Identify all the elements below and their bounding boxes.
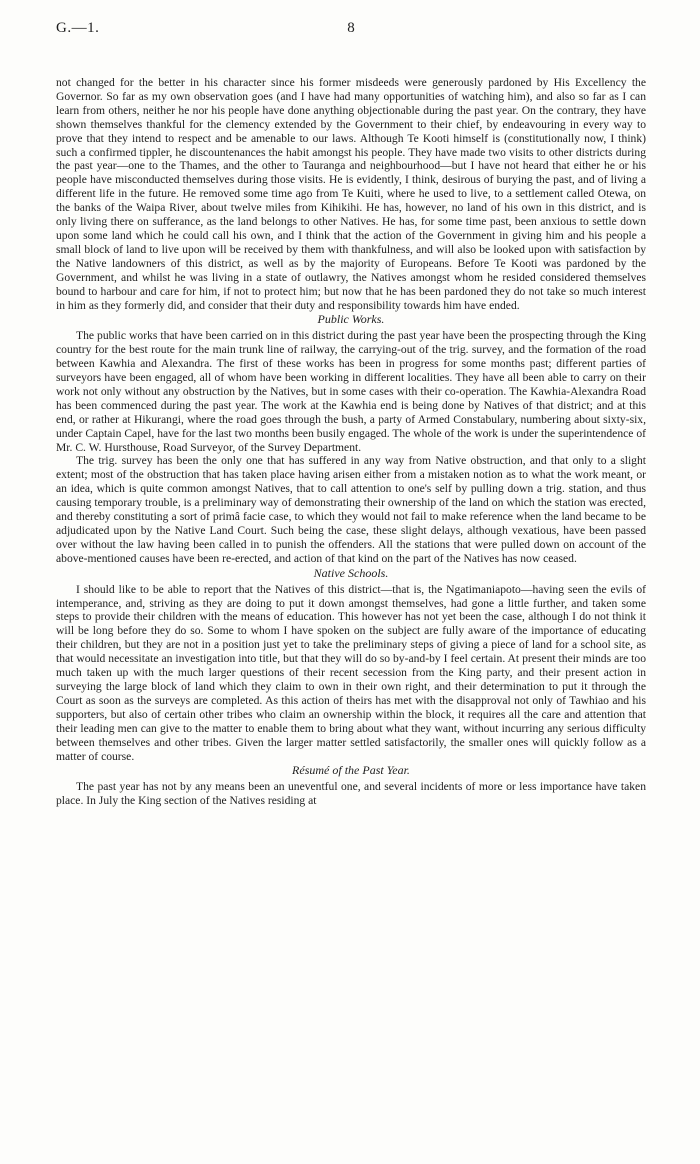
paragraph-trig-survey: The trig. survey has been the only one that has suffered in any way from Native obstruction, and that only to a slight extent; most of the obstruction that has taken place having arisen either from a mistaken notion as to what the work meant, or an idea, which is quite common amongst Natives, that to call attention to one's self by pulling down a trig. station, and thus causing temporary trouble, is a preliminary way of demonstrating their ownership of the land on which the station was erected, and thereby constituting a sort of primâ facie case, to which they would not fail to make reference when the land became to be adjudicated upon by the Native Land Court. Such being the case, these slight delays, although vexatious, have been passed over without the law having been called in to punish the offenders. All the stations that were pulled down on account of the above-mentioned causes have been re-erected, and action of that kind on the part of the Natives has now ceased.: [56, 454, 646, 565]
page-number: 8: [347, 20, 355, 36]
report-reference: G.—1.: [56, 20, 100, 36]
section-heading-resume: Résumé of the Past Year.: [292, 763, 410, 778]
section-heading-native-schools: Native Schools.: [313, 565, 389, 580]
document-body: [56, 76, 646, 808]
section-heading-public-works: Public Works.: [317, 312, 385, 327]
paragraph-native-schools: I should like to be able to report that the Natives of this district—that is, the Ngatimaniapoto—having seen the evils of intemperance, and, striving as they are doing to put it down amongst themselves, had gone a little further, and taken some steps to provide their children with the means of education. This however has not yet been the case, although I do not think it will be long before they do so. Some to whom I have spoken on the subject are fully aware of the importance of educating their children, but they are not in a position just yet to take the preliminary steps of giving a piece of land for a school site, as that would necessitate an investigation into title, but that they will do so by-and-by I feel certain. At present their minds are too much taken up with the much larger questions of their recent secession from the King party, and their present action in surveying the large block of land which they claim to own in their own right, and their determination to put it through the Court as soon as the surveys are completed. As this action of theirs has met with the disapproval not only of Tawhiao and his supporters, but also of certain other tribes who claim an ownership within the block, it requires all the care and attention that their leading men can give to the matter to enable them to bring about what they want, without incurring any serious difficulty between themselves and other tribes. Given the larger matter settled satisfactorily, the smaller ones will quickly follow as a matter of course.: [56, 582, 646, 763]
paragraph-te-kooti: not changed for the better in his character since his former misdeeds were generously pardoned by His Excellency the Governor. So far as my own observation goes (and I have had many opportunities of watching him), and also so far as I can learn from others, neither he nor his people have done anything objectionable during the past year. On the contrary, they have shown themselves thankful for the clemency extended by the Government to their chief, by endeavouring in every way to prove that they intend to respect and be amenable to our laws. Although Te Kooti himself is (constitutionally now, I think) such a confirmed tippler, he discountenances the habit amongst his people. They have made two visits to other districts during the past year—one to the Thames, and the other to Tauranga and neighbourhood—but I have not heard that either he or his people have misconducted themselves during those visits. He is evidently, I think, desirous of burying the past, and of living a different life in the future. He removed some time ago from Te Kuiti, where he used to live, to a settlement called Otewa, on the banks of the Waipa River, about twelve miles from Kihikihi. He has, however, no land of his own in this district, and is only living there on sufferance, as the land belongs to other Natives. He has, for some time past, been anxious to settle down upon some land which he could call his own, and I think that the action of the Government in giving him and his people a small block of land to live upon will be received by them with thankfulness, and will also be looked upon with satisfaction by the Native landowners of this district, as well as by the majority of Europeans. Before Te Kooti was pardoned by the Government, and whilst he was living in a state of outlawry, the Natives amongst whom he resided considered themselves bound to harbour and care for him, if not to protect him; but now that he has been pardoned they do not take so much interest in him as they formerly did, and consider that their duty and responsibility towards him have ended.: [56, 76, 646, 312]
page-header: [56, 20, 646, 44]
paragraph-resume: The past year has not by any means been an uneventful one, and several incidents of more or less importance have taken place. In July the King section of the Natives residing at: [56, 780, 646, 808]
paragraph-public-works: The public works that have been carried on in this district during the past year have been the prospecting through the King country for the best route for the main trunk line of railway, the carrying-out of the trig. survey, and the formation of the road between Kawhia and Alexandra. The first of these works has been in progress for some months past; different parties of surveyors have been engaged, all of whom have been working in different localities. They have all been able to carry on their work not only without any obstruction by the Natives, but in some cases with their co-operation. The Kawhia-Alexandra Road has been commenced during the past year. The work at the Kawhia end is being done by Natives of that district; and at this end, or rather at Hikurangi, where the road goes through the bush, a party of Armed Constabulary, numbering about sixty-six, under Captain Capel, have for the last two months been busily engaged. The whole of the work is under the superintendence of Mr. C. W. Hursthouse, Road Surveyor, of the Survey Department.: [56, 329, 646, 454]
